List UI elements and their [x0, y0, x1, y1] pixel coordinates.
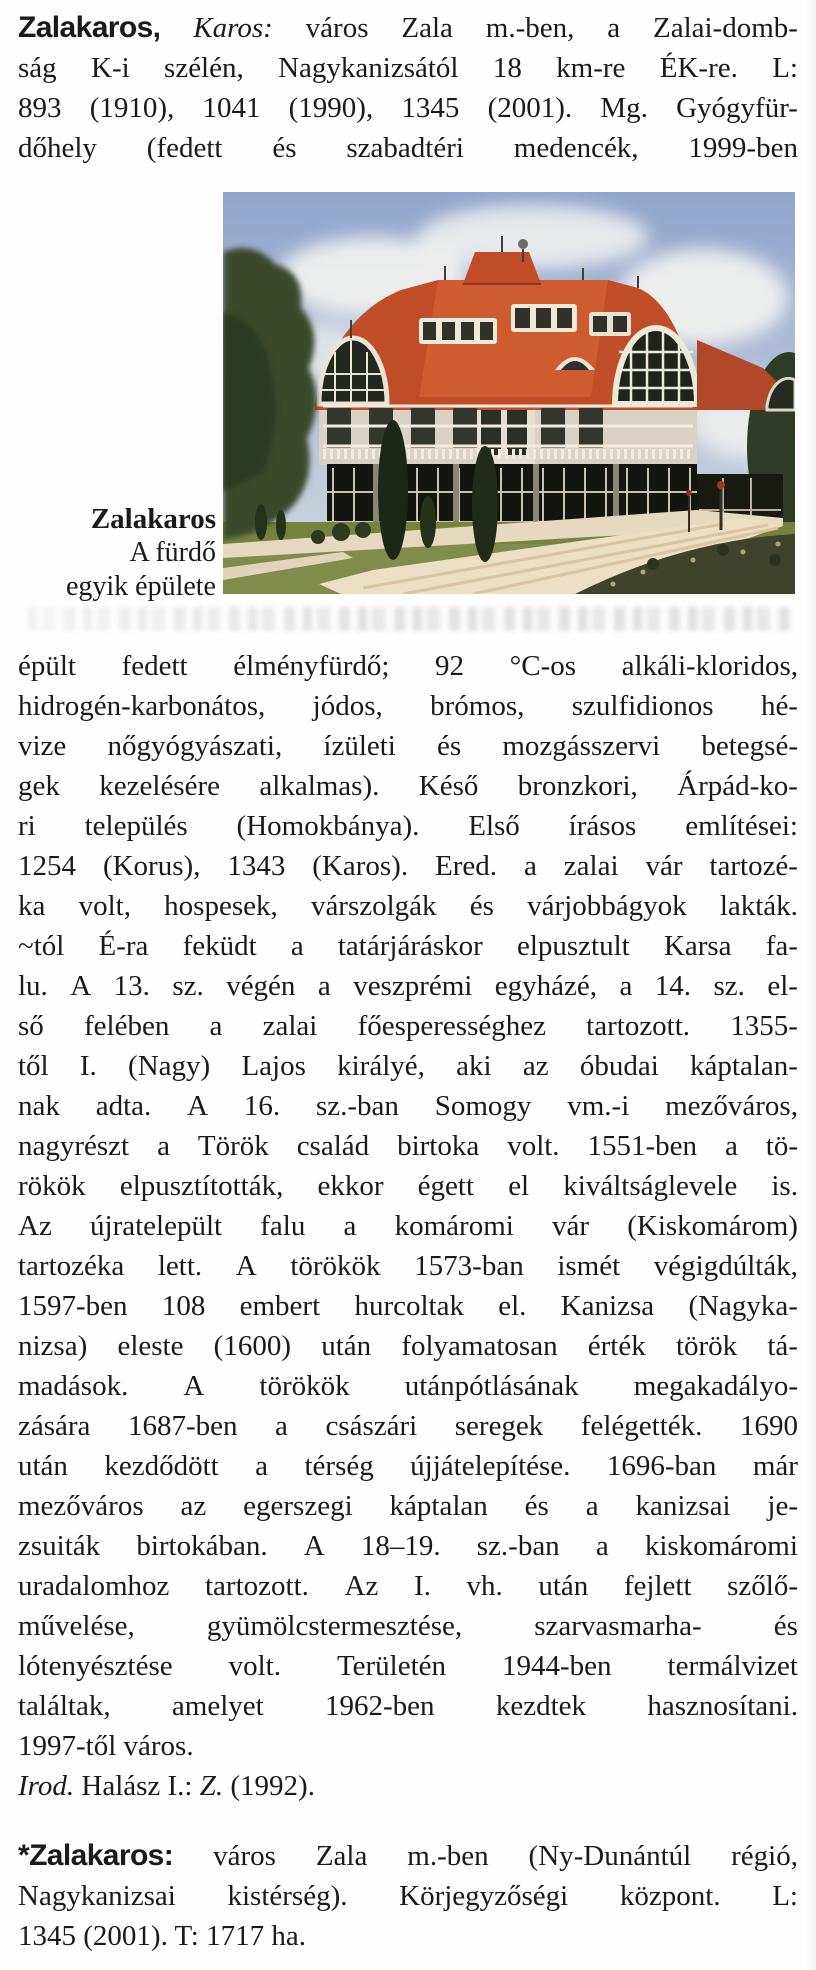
text-word: Zalai-domb-	[652, 12, 798, 44]
text-word: kistérség).	[227, 1880, 348, 1912]
text-line	[18, 1126, 798, 1166]
text-word: régió,	[731, 1840, 798, 1872]
text-word: 1696-ban	[606, 1450, 717, 1482]
text-word: Zala	[401, 12, 453, 44]
text-word: nak	[18, 1090, 60, 1122]
text-word: seregek	[454, 1410, 544, 1442]
text-word: a	[343, 1210, 357, 1242]
text-word: már	[752, 1450, 798, 1482]
text-word: ka	[18, 890, 46, 922]
photo-caption	[0, 502, 216, 604]
text-word: 893	[18, 92, 62, 124]
text-word: tartozé-	[709, 850, 798, 882]
text-word: hidrogén-karbonátos,	[18, 690, 266, 722]
text-line	[18, 1526, 798, 1566]
text-word: központ.	[619, 1880, 721, 1912]
text-word: nagyrészt	[18, 1130, 130, 1162]
text-word: 108	[161, 1290, 206, 1322]
text-word: lett.	[157, 1250, 203, 1282]
text-word: Lajos	[241, 1050, 306, 1082]
text-word: mezőváros,	[665, 1090, 798, 1122]
text-word: művelése,	[18, 1610, 135, 1642]
text-word: (Nagy)	[128, 1050, 211, 1082]
text-line	[18, 1206, 798, 1246]
text-word: zására	[18, 1410, 91, 1442]
text-word: találtak,	[18, 1690, 111, 1722]
text-word: épült	[18, 650, 76, 682]
text-word: 1343	[227, 850, 286, 882]
text-word: volt.	[507, 1130, 560, 1162]
text-word: után	[18, 1450, 68, 1482]
text-word: törökök	[290, 1250, 381, 1282]
text-line	[18, 686, 798, 726]
text-word: érték	[587, 1330, 646, 1362]
text-line	[18, 48, 798, 88]
text-word: 13.	[113, 970, 150, 1002]
text-word: sz.	[713, 970, 745, 1002]
text-line	[18, 128, 798, 168]
text-word: É-ra	[98, 930, 149, 962]
text-word: (Karos).	[312, 850, 409, 882]
text-word: Zala	[315, 1840, 368, 1872]
text-word: volt.	[228, 1650, 281, 1682]
text-word: vm.-i	[567, 1090, 630, 1122]
text-word: felégették.	[580, 1410, 703, 1442]
text-line	[18, 1646, 798, 1686]
text-word: 1999-ben	[688, 132, 798, 164]
text-word: Első	[468, 810, 520, 842]
text-segment: Z.	[199, 1770, 224, 1802]
text-word: 18	[492, 52, 522, 84]
text-word: tartozott.	[205, 1570, 309, 1602]
text-word: veszprémi	[353, 970, 473, 1002]
text-line	[18, 88, 798, 128]
text-word: tö-	[765, 1130, 798, 1162]
text-word: szélén,	[164, 52, 244, 84]
text-word: km-re	[556, 52, 626, 84]
text-word: a	[585, 1490, 599, 1522]
text-word: is.	[771, 1170, 798, 1202]
text-word: fa-	[765, 930, 798, 962]
text-word: a	[724, 1130, 738, 1162]
print-bleedthrough-artifact	[28, 607, 790, 631]
text-line	[18, 1686, 798, 1726]
text-word: káptalan	[389, 1490, 488, 1522]
text-word: a	[275, 1410, 288, 1442]
text-word: elpusztult	[516, 930, 630, 962]
text-line	[18, 1876, 798, 1916]
text-word: Mg.	[600, 92, 648, 124]
text-word: tatárjáráskor	[337, 930, 483, 962]
text-word: 18–19.	[360, 1530, 441, 1562]
text-word: ÉK-re.	[659, 52, 738, 84]
text-word: város	[305, 12, 369, 44]
text-word: kiváltságlevele	[563, 1170, 738, 1202]
text-word: kezdődött	[104, 1450, 219, 1482]
text-word: a	[619, 970, 633, 1002]
text-word: bronzkori,	[517, 770, 638, 802]
text-segment: 1997-től város.	[18, 1730, 194, 1762]
text-word: szabadtéri	[346, 132, 464, 164]
text-word: A	[183, 1370, 205, 1402]
text-word: nizsa)	[18, 1330, 88, 1362]
text-word: a	[595, 1530, 609, 1562]
text-word: család	[296, 1130, 370, 1162]
text-word: °C-os	[509, 650, 577, 682]
text-line	[18, 1166, 798, 1206]
text-word: A	[70, 970, 92, 1002]
text-word: Ered.	[435, 850, 498, 882]
text-word: (fedett	[146, 132, 223, 164]
text-word: el.	[498, 1290, 527, 1322]
text-word: betegsé-	[701, 730, 798, 762]
text-word: Körjegyzőségi	[399, 1880, 569, 1912]
text-word: kanizsai	[635, 1490, 731, 1522]
text-word: végigdúlták,	[653, 1250, 798, 1282]
text-word: elpusztították,	[119, 1170, 284, 1202]
text-word: vize	[18, 730, 67, 762]
text-word: Az	[18, 1210, 52, 1242]
text-word: térség	[304, 1450, 374, 1482]
text-word: Késő	[418, 770, 479, 802]
text-word: a	[523, 850, 537, 882]
text-segment: (1992).	[223, 1770, 315, 1802]
text-word: (Nagyka-	[688, 1290, 798, 1322]
text-line	[18, 1836, 798, 1876]
text-word: zalai	[262, 1010, 318, 1042]
text-word: L:	[772, 52, 798, 84]
text-word: az	[180, 1490, 207, 1522]
text-word: alkalmas).	[259, 770, 380, 802]
text-word: lu.	[18, 970, 48, 1002]
text-word: sz.-ban	[476, 1530, 560, 1562]
text-word: alkáli-kloridos,	[621, 650, 798, 682]
text-line	[18, 726, 798, 766]
text-word: a	[290, 930, 304, 962]
text-word: és	[773, 1610, 798, 1642]
text-word: Területén	[336, 1650, 447, 1682]
text-word: rökök	[18, 1170, 86, 1202]
text-word: 1573-ban	[414, 1250, 524, 1282]
text-line	[18, 1046, 798, 1086]
text-word: a	[209, 1010, 223, 1042]
text-word: kiskomáromi	[644, 1530, 798, 1562]
text-segment: Halász I.:	[74, 1770, 200, 1802]
text-word: birtokában.	[136, 1530, 268, 1562]
text-word: felében	[84, 1010, 170, 1042]
text-word: jódos,	[312, 690, 383, 722]
text-word: (1910),	[89, 92, 175, 124]
text-word: eleste	[117, 1330, 184, 1362]
text-word: tá-	[767, 1330, 798, 1362]
text-line	[18, 1366, 798, 1406]
text-line	[18, 966, 798, 1006]
text-word: Karsa	[663, 930, 732, 962]
photo-caption-title: Zalakaros	[90, 503, 216, 535]
text-word: 92	[435, 650, 465, 682]
text-word: hurcoltak	[354, 1290, 464, 1322]
text-word: a	[157, 1130, 170, 1162]
text-line	[18, 1406, 798, 1446]
text-word: sz.-ban	[315, 1090, 399, 1122]
text-word: Nagykanizsától	[278, 52, 459, 84]
text-word: 1345	[401, 92, 460, 124]
text-word: ízületi	[323, 730, 396, 762]
text-word: írásos	[568, 810, 637, 842]
text-line	[18, 1286, 798, 1326]
text-word: vh.	[466, 1570, 503, 1602]
text-word: A	[187, 1090, 209, 1122]
text-word: újratelepült	[90, 1210, 223, 1242]
text-segment: 1345 (2001). T: 1717 ha.	[18, 1920, 306, 1952]
text-word: től	[18, 1050, 49, 1082]
text-line	[18, 1446, 798, 1486]
text-word: vár	[645, 850, 683, 882]
text-word: embert	[239, 1290, 321, 1322]
text-word: zsuiták	[18, 1530, 101, 1562]
text-line	[18, 926, 798, 966]
text-word: 1355-	[730, 1010, 798, 1042]
text-word: K-i	[91, 52, 130, 84]
text-word: megakadályo-	[633, 1370, 798, 1402]
text-word: újjátelepítése.	[410, 1450, 571, 1482]
text-word: egyházé,	[494, 970, 598, 1002]
text-line	[18, 1486, 798, 1526]
text-word: el	[508, 1170, 530, 1202]
text-word: után	[321, 1330, 372, 1362]
text-word: L:	[772, 1880, 798, 1912]
text-word: 1962-ben	[325, 1690, 435, 1722]
text-word: A	[235, 1250, 257, 1282]
text-word: 1551-ben	[587, 1130, 698, 1162]
text-word: komáromi	[394, 1210, 514, 1242]
text-word: szulfidionos	[571, 690, 714, 722]
text-word: birtoka	[397, 1130, 480, 1162]
text-word: gyümölcstermesztése,	[206, 1610, 463, 1642]
spa-building-illustration	[223, 192, 795, 594]
photo-caption-line1: A fürdő	[129, 537, 216, 568]
text-word: az	[522, 1050, 549, 1082]
text-word: végén	[226, 970, 296, 1002]
spa-building-photo	[223, 192, 795, 594]
text-word: kezelésére	[99, 770, 220, 802]
text-word: 16.	[243, 1090, 281, 1122]
text-word: tartozott.	[586, 1010, 691, 1042]
text-word: volt,	[78, 890, 131, 922]
text-word: (Korus),	[102, 850, 201, 882]
text-word: a	[255, 1450, 269, 1482]
text-word: település	[84, 810, 188, 842]
text-word: ső	[18, 1010, 44, 1042]
text-word: kezdtek	[495, 1690, 587, 1722]
text-word: feküdt	[182, 930, 257, 962]
text-word: madások.	[18, 1370, 129, 1402]
text-word: Zalakaros,	[18, 11, 161, 44]
text-word: *Zalakaros:	[18, 1839, 174, 1872]
text-word: Török	[197, 1130, 269, 1162]
entry-zalakaros-2	[18, 1836, 798, 1956]
text-word: aki	[456, 1050, 492, 1082]
text-word: Árpád-ko-	[677, 770, 798, 802]
text-word: királyé,	[337, 1050, 425, 1082]
entry-zalakaros-intro	[18, 8, 798, 168]
text-word: adta.	[95, 1090, 152, 1122]
text-word: és	[469, 890, 494, 922]
text-line	[18, 766, 798, 806]
text-line	[18, 806, 798, 846]
text-word: gek	[18, 770, 60, 802]
text-word: ság	[18, 52, 57, 84]
text-word: sz.	[172, 970, 204, 1002]
text-word: ismét	[557, 1250, 621, 1282]
text-word: Kanizsa	[560, 1290, 655, 1322]
text-word: császári	[325, 1410, 418, 1442]
text-word: török	[675, 1330, 738, 1362]
text-word: Somogy	[434, 1090, 532, 1122]
text-word: (1600)	[213, 1330, 291, 1362]
text-word: vár	[552, 1210, 590, 1242]
text-word: brómos,	[430, 690, 525, 722]
text-word: el-	[767, 970, 798, 1002]
text-line	[18, 846, 798, 886]
text-line	[18, 1916, 798, 1956]
text-word: fejlett	[623, 1570, 692, 1602]
text-word: 1597-ben	[18, 1290, 128, 1322]
text-word: ekkor	[317, 1170, 384, 1202]
text-line	[18, 1766, 798, 1806]
text-word: m.-ben	[407, 1840, 489, 1872]
text-word: élményfürdő;	[233, 650, 390, 682]
text-word: utánpótlásának	[404, 1370, 579, 1402]
text-word: zalai	[563, 850, 619, 882]
text-word: medencék,	[513, 132, 639, 164]
text-line	[18, 8, 798, 48]
text-word: Gyógyfür-	[676, 92, 798, 124]
text-word: folyamatosan	[401, 1330, 558, 1362]
entry-zalakaros-body	[18, 646, 798, 1806]
text-word: amelyet	[171, 1690, 264, 1722]
text-word: 1254	[18, 850, 76, 882]
text-word: I.	[413, 1570, 431, 1602]
text-line	[18, 1006, 798, 1046]
text-word: 1944-ben	[502, 1650, 612, 1682]
text-word: után	[538, 1570, 589, 1602]
text-word: káptalan-	[690, 1050, 798, 1082]
text-word: és	[524, 1490, 549, 1522]
text-line	[18, 1246, 798, 1286]
text-word: A	[303, 1530, 325, 1562]
text-line	[18, 1086, 798, 1126]
text-line	[18, 1326, 798, 1366]
text-word: égett	[417, 1170, 475, 1202]
photo-caption-line2: egyik épülete	[65, 571, 216, 602]
text-word: várjobbágyok	[527, 890, 687, 922]
text-word: (Kiskomárom)	[627, 1210, 798, 1242]
text-word: (1990),	[288, 92, 374, 124]
text-word: hospesek,	[164, 890, 278, 922]
text-line	[18, 1606, 798, 1646]
text-word: óbudai	[579, 1050, 659, 1082]
text-word: Karos:	[193, 12, 273, 44]
text-word: fedett	[121, 650, 188, 682]
text-word: egerszegi	[243, 1490, 353, 1522]
text-word: mozgásszervi	[502, 730, 661, 762]
scan-gutter-shadow	[806, 0, 816, 1970]
text-word: 1687-ben	[127, 1410, 238, 1442]
text-word: m.-ben,	[485, 12, 575, 44]
text-word: ~tól	[18, 930, 65, 962]
text-line	[18, 1726, 798, 1766]
text-word: (Ny-Dunántúl	[528, 1840, 692, 1872]
text-word: I.	[79, 1050, 97, 1082]
text-word: Nagykanizsai	[18, 1880, 176, 1912]
text-word: uradalomhoz	[18, 1570, 170, 1602]
text-word: (2001).	[487, 92, 573, 124]
text-word: a	[607, 12, 621, 44]
text-word: Az	[344, 1570, 379, 1602]
text-word: mezőváros	[18, 1490, 144, 1522]
text-word: nőgyógyászati,	[107, 730, 283, 762]
text-word: termálvizet	[667, 1650, 798, 1682]
text-word: törökök	[259, 1370, 350, 1402]
text-word: hasznosítani.	[647, 1690, 798, 1722]
text-word: (Homokbánya).	[236, 810, 420, 842]
text-word: lakták.	[719, 890, 798, 922]
text-word: falu	[260, 1210, 306, 1242]
text-word: és	[272, 132, 297, 164]
text-word: tartozéka	[18, 1250, 125, 1282]
text-word: 1690	[739, 1410, 798, 1442]
text-line	[18, 1566, 798, 1606]
text-segment: Irod.	[18, 1770, 75, 1802]
text-word: 14.	[654, 970, 692, 1002]
text-word: szőlő-	[727, 1570, 798, 1602]
text-word: a	[317, 970, 331, 1002]
text-line	[18, 646, 798, 686]
text-word: je-	[767, 1490, 798, 1522]
text-word: szarvasmarha-	[534, 1610, 702, 1642]
text-word: főesperességhez	[357, 1010, 546, 1042]
text-word: ri	[18, 810, 36, 842]
text-word: hé-	[760, 690, 798, 722]
text-word: említései:	[685, 810, 798, 842]
text-word: 1041	[202, 92, 261, 124]
text-line	[18, 886, 798, 926]
text-word: lótenyésztése	[18, 1650, 173, 1682]
text-word: várszolgák	[310, 890, 437, 922]
text-word: város	[213, 1840, 276, 1872]
text-word: és	[437, 730, 462, 762]
text-word: dőhely	[18, 132, 97, 164]
